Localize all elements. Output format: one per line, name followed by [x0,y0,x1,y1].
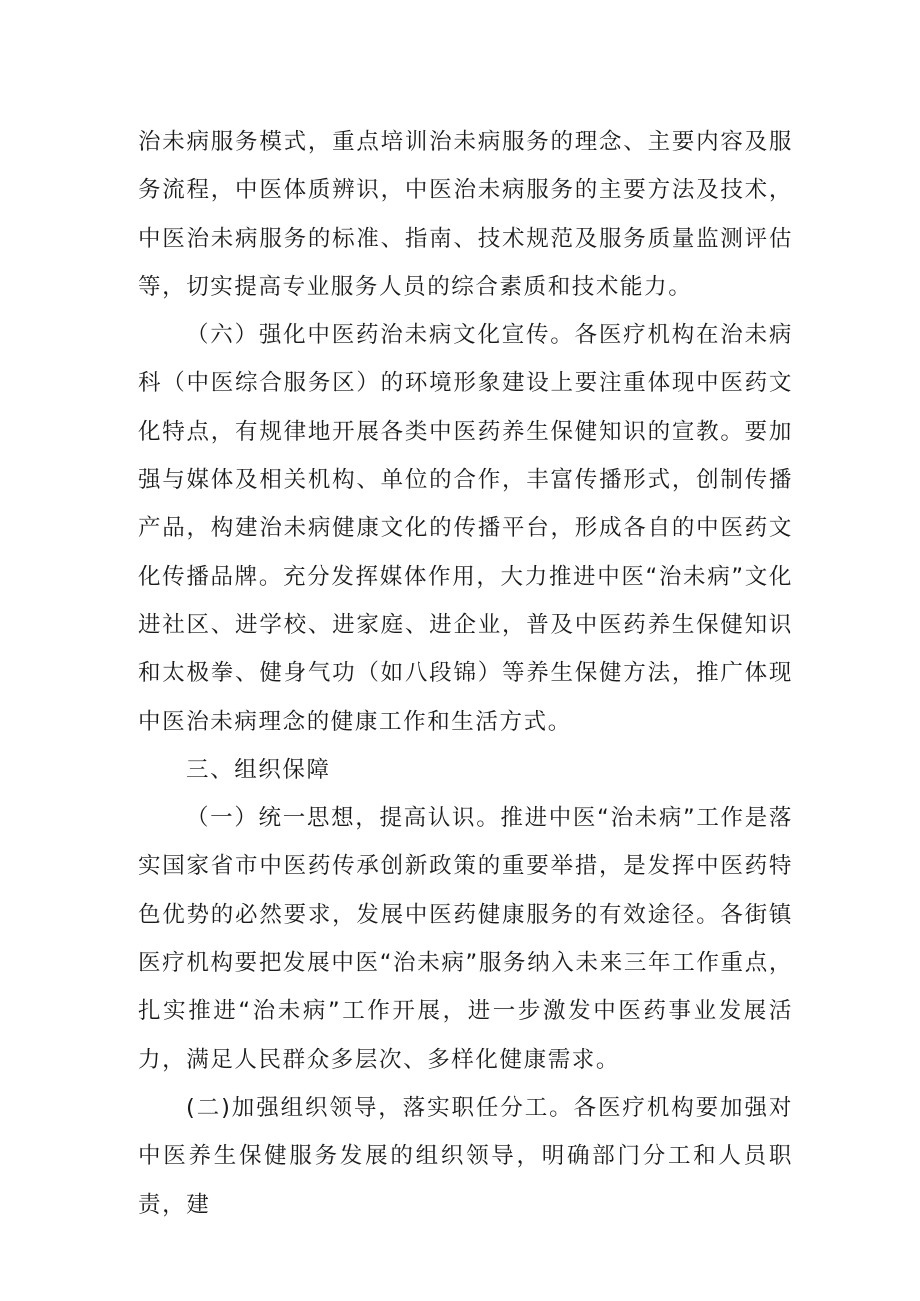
paragraph-culture-promotion: （六）强化中医药治未病文化宣传。各医疗机构在治未病科（中医综合服务区）的环境形象建设上要注重体现中医药文化特点，有规律地开展各类中医药养生保健知识的宣教。要加强与媒体及相关机构、单位的合作，丰富传播形式，创制传播产品，构建治未病健康文化的传播平台，形成各自的中医药文化传播品牌。充分发挥媒体作用，大力推进中医“治未病”文化进社区、进学校、进家庭、进企业，普及中医药养生保健知识和太极拳、健身气功（如八段锦）等养生保健方法，推广体现中医治未病理念的健康工作和生活方式。 [138,322,793,735]
paragraph-training-continuation: 治未病服务模式，重点培训治未病服务的理念、主要内容及服务流程，中医体质辨识，中医治未病服务的主要方法及技术，中医治未病服务的标准、指南、技术规范及服务质量监测评估等，切实提高专业服务人员的综合素质和技术能力。 [138,129,793,300]
document-body [138,118,793,1229]
section-heading-organization: 三、组织保障 [186,756,331,783]
paragraph-unify-thinking: （一）统一思想，提高认识。推进中医“治未病”工作是落实国家省市中医药传承创新政策的重要举措，是发挥中医药特色优势的必然要求，发展中医药健康服务的有效途径。各街镇医疗机构要把发展中医“治未病”服务纳入未来三年工作重点，扎实推进“治未病”工作开展，进一步激发中医药事业发展活力，满足人民群众多层次、多样化健康需求。 [138,805,793,1073]
paragraph-leadership: (二)加强组织领导，落实职任分工。各医疗机构要加强对中医养生保健服务发展的组织领导，明确部门分工和人员职责，建 [138,1094,793,1218]
